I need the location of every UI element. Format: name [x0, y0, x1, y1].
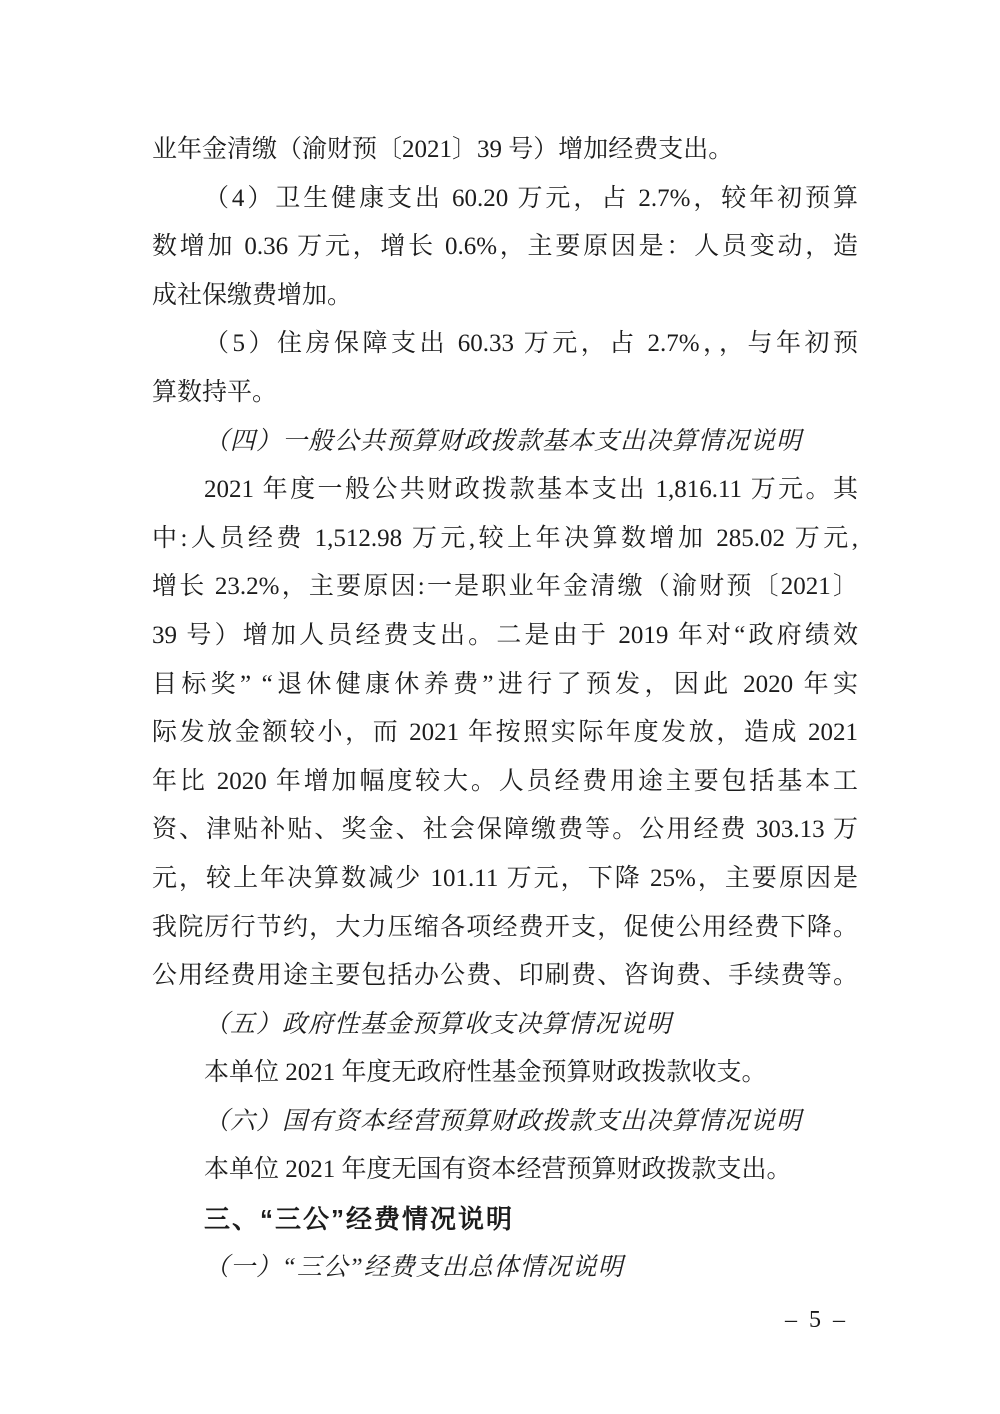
body-text-line: 我院厉行节约，大力压缩各项经费开支，促使公用经费下降。: [152, 913, 858, 941]
section-heading-line: 三、“三公”经费情况说明: [204, 1204, 515, 1235]
body-text-line: 数增加 0.36 万元，增长 0.6%，主要原因是：人员变动，造: [152, 233, 858, 261]
body-text-line: 际发放金额较小，而 2021 年按照实际年度发放，造成 2021: [152, 719, 858, 747]
body-text-line: 增长 23.2%，主要原因:一是职业年金清缴（渝财预〔2021〕: [152, 573, 858, 601]
body-text-line: 目标奖” “退休健康休养费”进行了预发，因此 2020 年实: [152, 670, 858, 698]
body-text-line: 本单位 2021 年度无国有资本经营预算财政拨款支出。: [204, 1156, 792, 1184]
body-text-line: （4）卫生健康支出 60.20 万元，占 2.7%，较年初预算: [204, 184, 858, 212]
body-text-line: 业年金清缴（渝财预〔2021〕39 号）增加经费支出。: [152, 136, 734, 163]
body-text-line: 算数持平。: [152, 378, 278, 406]
body-text-line: 公用经费用途主要包括办公费、印刷费、咨询费、手续费等。: [152, 962, 858, 990]
document-body: [152, 126, 858, 1292]
subsection-heading-line: （六）国有资本经营预算财政拨款支出决算情况说明: [204, 1107, 803, 1135]
body-text-line: 年比 2020 年增加幅度较大。人员经费用途主要包括基本工: [152, 767, 858, 795]
subsection-heading-line: （五）政府性基金预算收支决算情况说明: [204, 1010, 673, 1038]
page-number: – 5 –: [785, 1307, 848, 1333]
body-text-line: 39 号）增加人员经费支出。二是由于 2019 年对“政府绩效: [152, 621, 858, 649]
body-text-line: 2021 年度一般公共财政拨款基本支出 1,816.11 万元。其: [204, 476, 858, 504]
subsection-heading-line: （四）一般公共预算财政拨款基本支出决算情况说明: [204, 427, 803, 455]
body-text-line: 元，较上年决算数减少 101.11 万元，下降 25%，主要原因是: [152, 864, 858, 892]
body-text-line: 资、津贴补贴、奖金、社会保障缴费等。公用经费 303.13 万: [152, 816, 858, 844]
body-text-line: 中:人员经费 1,512.98 万元,较上年决算数增加 285.02 万元,: [152, 524, 858, 552]
body-text-line: （5）住房保障支出 60.33 万元，占 2.7%，，与年初预: [204, 330, 858, 358]
body-text-line: 成社保缴费增加。: [152, 281, 353, 309]
subsection-heading-line: （一）“三公”经费支出总体情况说明: [204, 1253, 624, 1281]
body-text-line: 本单位 2021 年度无政府性基金预算财政拨款收支。: [204, 1059, 767, 1087]
